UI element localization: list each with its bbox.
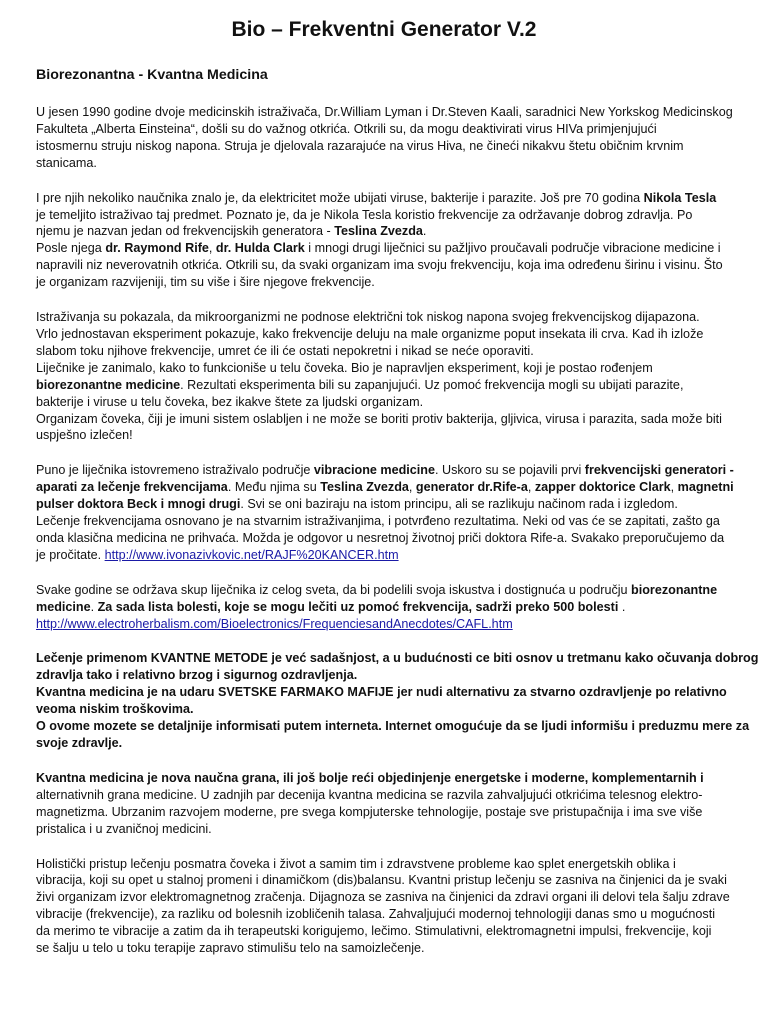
bold-text: frekvencijski generatori - xyxy=(584,463,734,478)
text-run: . xyxy=(618,599,626,614)
text-line xyxy=(36,889,736,906)
text-line xyxy=(36,274,736,291)
paragraph xyxy=(36,190,736,291)
text-line xyxy=(36,804,736,821)
text-run: Svake godine se održava skup liječnika iz celog sveta, da bi podelili svoja iskustva i dostignuća u području xyxy=(36,582,632,597)
text-run: . Rezultati eksperimenta bili su zapanjujući. Uz pomoć frekvencija mogli su ubijati parazite, xyxy=(180,377,684,392)
text-run: alternativnih grana medicine. U zadnjih par decenija kvantna medicina se razvila zahvaljujući otkrićima telesnog elektro- xyxy=(36,787,703,802)
bold-text: veoma niskim troškovima. xyxy=(36,702,194,717)
text-line xyxy=(36,735,736,752)
page-subtitle: Biorezonantna - Kvantna Medicina xyxy=(36,67,268,83)
text-run: da merimo te vibracije a zatim da ih terapeutski korigujemo, lečimo. Stimulativni, elektromagnetni impulsi, frekvencije, koji xyxy=(36,924,712,939)
text-run: , xyxy=(408,480,416,495)
text-run: napravili niz neverovatnih otkrića. Otkrili su, da svaki organizam ima svoju frekvenciju, koja ima određenu širinu i visinu. Što xyxy=(36,258,723,273)
bold-text: magnetni xyxy=(677,480,734,495)
text-line xyxy=(36,309,736,326)
text-line xyxy=(36,479,736,496)
text-run: slabom toku njihove frekvencije, umret će ili će ostati nepokretni i nikad se neće oporaviti. xyxy=(36,343,534,358)
text-line xyxy=(36,856,736,873)
text-run: Puno je liječnika istovremeno istraživalo područje xyxy=(36,463,314,478)
hyperlink[interactable]: http://www.ivonazivkovic.net/RAJF%20KANCER.htm xyxy=(104,547,399,562)
text-run: . xyxy=(90,599,98,614)
text-run: se šalju u telo u toku terapije zapravo stimulišu telo na samoizlečenje. xyxy=(36,941,425,956)
bold-text: generator dr.Rife-a xyxy=(415,480,528,495)
text-line xyxy=(36,223,736,240)
paragraph xyxy=(36,582,736,633)
bold-text: pulser doktora Beck i mnogi drugi xyxy=(36,497,241,512)
text-line xyxy=(36,377,736,394)
text-run: živi organizam izvor elektromagnetnog zračenja. Dijagnoza se zasniva na činjenici da zdravi organi ili delovi tela šalju zdrave xyxy=(36,890,730,905)
bold-text: O ovome mozete se detaljnije informisati putem interneta. Internet omogućuje da se ljudi informišu i preduzmu mere za xyxy=(36,719,750,734)
text-line xyxy=(36,821,736,838)
text-run: Holistički pristup lečenju posmatra čoveka i život a samim tim i zdravstvene probleme kao splet energetskih oblika i xyxy=(36,856,676,871)
text-line xyxy=(36,650,759,667)
bold-text: Teslina Zvezda xyxy=(320,480,409,495)
bold-text: biorezonantne xyxy=(631,582,718,597)
text-run: je temeljito istraživao taj predmet. Poznato je, da je Nikola Tesla koristio frekvencije za održavanje dobrog zdravlja. Po xyxy=(36,207,693,222)
text-run: Fakulteta „Alberta Einsteina“, došli su do važnog otkrića. Otkrili su, da mogu deaktivirati virus HIVa primjenjujući xyxy=(36,121,657,136)
text-line xyxy=(36,906,736,923)
bold-text: Kvantna medicina je na udaru SVETSKE FARMAKO MAFIJE jer nudi alternativu za stvarno ozdravljenje po relativno xyxy=(36,685,727,700)
text-line xyxy=(36,343,736,360)
text-line xyxy=(36,240,736,257)
text-run: . xyxy=(422,224,427,239)
bold-text: svoje zdravlje. xyxy=(36,736,123,750)
text-run: njemu je nazvan jedan od frekvencijskih generatora - xyxy=(36,224,335,239)
text-line xyxy=(36,718,750,735)
text-run: , xyxy=(670,480,678,495)
bold-text: Za sada lista bolesti, koje se mogu lečiti uz pomoć frekvencija, sadrži preko 500 bolesti xyxy=(97,599,619,614)
text-run: , xyxy=(527,480,535,495)
text-line xyxy=(36,872,736,889)
text-run: Liječnike je zanimalo, kako to funkcioniše u telu čoveka. Bio je napravljen eksperiment, koji je postao rođenjem xyxy=(36,360,653,375)
text-line xyxy=(36,411,736,428)
paragraph xyxy=(36,770,736,838)
text-line xyxy=(36,394,736,411)
bold-text: zdravlja tako i relativno brzog i sigurnog ozdravljenja. xyxy=(36,668,358,683)
text-line xyxy=(36,701,736,718)
text-run: I pre njih nekoliko naučnika znalo je, da elektricitet može ubijati viruse, bakterije i parazite. Još pre 70 godina xyxy=(36,190,644,205)
bold-text: Teslina Zvezda xyxy=(334,224,423,239)
text-line xyxy=(36,582,736,599)
bold-text: zapper doktorice Clark xyxy=(534,480,671,495)
text-run: Lečenje frekvencijama osnovano je na stvarnim istraživanjima, i potvrđeno rezultatima. Neki od vas će se zapitati, zašto ga xyxy=(36,514,720,529)
text-line xyxy=(36,326,736,343)
text-line xyxy=(36,770,736,787)
paragraph xyxy=(36,462,736,563)
paragraph xyxy=(36,309,736,444)
text-line xyxy=(36,104,736,121)
text-run: , xyxy=(208,241,216,256)
text-line xyxy=(36,940,736,957)
text-run: istosmernu struju niskog napona. Struja je djelovala razarajuće na virus Hiva, ne čineći nikakvu štetu običnim krvnim xyxy=(36,138,684,153)
text-line xyxy=(36,207,736,224)
text-run: bakterije i viruse u telu čoveka, bez ikakve štete za ljudski organizam. xyxy=(36,394,424,409)
bold-text: dr. Hulda Clark xyxy=(215,241,305,256)
bold-text: Nikola Tesla xyxy=(643,190,717,205)
text-run: pristalica i u zvaničnoj medicini. xyxy=(36,821,212,836)
text-run: . Među njima su xyxy=(227,480,321,495)
text-run: stanicama. xyxy=(36,155,97,170)
text-run: . Uskoro su se pojavili prvi xyxy=(435,463,585,478)
text-line xyxy=(36,667,736,684)
paragraph xyxy=(36,856,736,957)
text-run: uspješno izlečen! xyxy=(36,428,133,443)
bold-text: vibracione medicine xyxy=(313,463,435,478)
text-run: Vrlo jednostavan eksperiment pokazuje, kako frekvencije deluju na male organizme poput insekata ili crva. Kad ih izlože xyxy=(36,326,704,341)
text-line xyxy=(36,599,736,616)
text-run: je pročitate. xyxy=(36,547,105,562)
bold-text: aparati za lečenje frekvencijama xyxy=(36,480,228,495)
hyperlink[interactable]: http://www.electroherbalism.com/Bioelectronics/FrequenciesandAnecdotes/CAFL.htm xyxy=(36,616,513,631)
text-line xyxy=(36,138,736,155)
text-run: . Svi se oni baziraju na istom principu, ali se razlikuju načinom rada i izgledom. xyxy=(240,497,678,512)
document-body xyxy=(36,104,759,975)
text-line xyxy=(36,190,736,207)
text-line xyxy=(36,121,736,138)
text-line xyxy=(36,547,736,564)
text-line xyxy=(36,257,736,274)
text-run: onda klasična medicina ne prihvaća. Možda je odgovor u nesretnoj životnoj priči doktora Rife-a. Svakako preporučujemo da xyxy=(36,530,725,545)
text-run: U jesen 1990 godine dvoje medicinskih istraživača, Dr.William Lyman i Dr.Steven Kaali, saradnici New Yorkskog Medicinskog xyxy=(36,105,733,119)
text-line xyxy=(36,155,736,172)
text-line xyxy=(36,513,736,530)
bold-text: dr. Raymond Rife xyxy=(105,241,209,256)
bold-text: medicine xyxy=(36,599,91,614)
text-line xyxy=(36,530,736,547)
text-run: je organizam razvijeniji, tim su više i šire njegove frekvencije. xyxy=(36,275,375,290)
page-title: Bio – Frekventni Generator V.2 xyxy=(231,18,537,41)
text-line xyxy=(36,462,736,479)
text-line xyxy=(36,684,736,701)
text-line xyxy=(36,427,736,444)
text-run: magnetizma. Ubrzanim razvojem moderne, pre svega kompjuterske tehnologije, postaje sve pristupačnija i ima sve više xyxy=(36,804,703,819)
bold-text: biorezonantne medicine xyxy=(36,377,181,392)
text-line xyxy=(36,360,736,377)
text-run: vibracije (frekvencije), za razliku od bolesnih izobličenih talasa. Zahvaljujući modernoj tehnologiji danas smo u mogućnosti xyxy=(36,907,716,922)
text-line xyxy=(36,616,736,633)
bold-text: Lečenje primenom KVANTNE METODE je već sadašnjost, a u budućnosti ce biti osnov u tretmanu kako očuvanja dobrog xyxy=(36,651,759,666)
text-run: Organizam čoveka, čiji je imuni sistem oslabljen i ne može se boriti protiv bakterija, gljivica, virusa i parazita, sada može biti xyxy=(36,411,722,426)
text-run: i mnogi drugi liječnici su pažljivo proučavali područje vibracione medicine i xyxy=(304,241,721,256)
text-run: Istraživanja su pokazala, da mikroorganizmi ne podnose električni tok niskog napona svojeg frekvencijskog dijapazona. xyxy=(36,310,700,325)
paragraph xyxy=(36,650,759,751)
text-line xyxy=(36,923,736,940)
paragraph xyxy=(36,104,736,172)
bold-text: Kvantna medicina je nova naučna grana, ili još bolje reći objedinjenje energetske i moderne, komplementarnih i xyxy=(36,770,704,785)
text-line xyxy=(36,496,736,513)
text-run: Posle njega xyxy=(36,241,106,256)
text-run: vibracija, koji su opet u stalnoj promeni i dinamičkom (dis)balansu. Kvantni pristup lečenju se zasniva na činjenici da je svaki xyxy=(36,873,727,888)
text-line xyxy=(36,787,736,804)
